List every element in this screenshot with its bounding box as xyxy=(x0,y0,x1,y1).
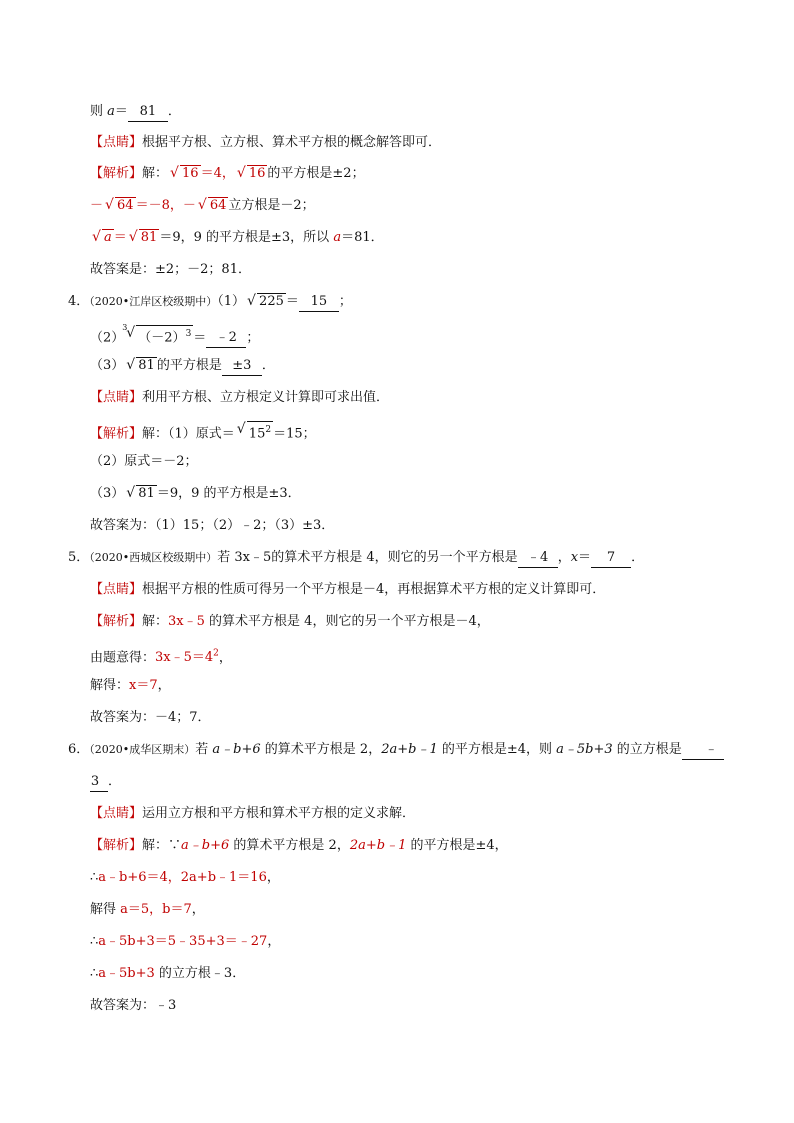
question-6 xyxy=(68,741,724,760)
text: ， xyxy=(218,650,232,666)
solution-line xyxy=(90,933,280,951)
text: 的算术平方根是 4，则它的另一个平方根是－4， xyxy=(204,614,490,629)
text: ＝－8，－ xyxy=(135,198,196,213)
text: （2） xyxy=(90,330,125,346)
hint-text: 运用立方根和平方根和算术平方根的定义求解． xyxy=(142,806,416,821)
text: ； xyxy=(246,330,260,346)
sqrt-expression: √ 81 xyxy=(126,357,155,373)
answer-blank: ﹣ xyxy=(682,741,724,760)
text: ＝15； xyxy=(273,426,316,442)
text: 的立方根是 xyxy=(612,742,682,757)
answer-blank: 15 xyxy=(299,293,339,312)
solution-line xyxy=(90,677,171,695)
question-source: （2020•江岸区校级期中） xyxy=(89,295,218,308)
answer-blank: 3 xyxy=(90,773,108,792)
solution-tag: 【解析】 xyxy=(90,166,143,181)
expression: a﹣5b+3＝5﹣35+3＝﹣27 xyxy=(98,934,268,949)
question-number: 5． xyxy=(68,550,90,565)
hint-tag: 【点睛】 xyxy=(90,390,143,405)
text: ； xyxy=(338,294,352,309)
question-number: 6． xyxy=(68,742,90,757)
question-4-part-2 xyxy=(90,325,259,348)
hint-text: 利用平方根、立方根定义计算即可求出值． xyxy=(142,390,390,405)
expression: 3x﹣5 xyxy=(168,614,205,629)
text: ＝ xyxy=(114,104,128,119)
text: ＝ xyxy=(578,550,592,565)
text: ＝81． xyxy=(341,230,384,245)
hint-line xyxy=(90,805,415,823)
hint-text: 根据平方根的性质可得另一个平方根是－4，再根据算术平方根的定义计算即可． xyxy=(142,582,606,597)
solution-tag: 【解析】 xyxy=(90,426,143,442)
text: ＝4， xyxy=(200,166,235,181)
text: 的算术平方根是 2， xyxy=(229,838,350,853)
text: 故答案为：﹣3 xyxy=(90,998,177,1013)
text: 的平方根是±2； xyxy=(267,166,365,181)
text: ． xyxy=(261,358,275,373)
text: ， xyxy=(157,678,171,693)
expression: x＝7 xyxy=(129,678,158,693)
solution-line xyxy=(90,613,490,631)
sqrt-expression: √ $15^2$ xyxy=(236,421,272,442)
expression: 2a+b﹣1 xyxy=(381,742,438,757)
text: 故答案是：±2；－2；81． xyxy=(90,262,251,277)
question-6-continued xyxy=(90,773,121,792)
text: （3） xyxy=(90,358,125,373)
expression: a﹣b+6 xyxy=(181,838,230,853)
text: － xyxy=(90,198,104,213)
expression: a﹣5b+3 xyxy=(98,966,155,981)
sqrt-expression: √ 64 xyxy=(105,197,134,213)
question-4-part-3 xyxy=(90,357,275,376)
sqrt-expression: √ 225 xyxy=(247,293,284,309)
expression: 2a+b﹣1 xyxy=(349,838,407,853)
text: （3） xyxy=(90,486,125,501)
sqrt-expression: √ 81 xyxy=(128,229,158,245)
text: ∴ xyxy=(90,966,99,981)
final-answer-line xyxy=(90,997,176,1015)
solution-line xyxy=(90,645,232,667)
text: 的平方根是±4，则 xyxy=(437,742,557,757)
solution-line xyxy=(90,965,245,983)
text: ＝9，9 的平方根是±3． xyxy=(156,486,301,501)
answer-blank: ﹣2 xyxy=(206,329,246,348)
answer-line xyxy=(90,103,181,122)
text: 故答案为：－4；7． xyxy=(90,710,211,725)
text: ． xyxy=(108,774,122,789)
solution-line xyxy=(90,197,315,215)
text: ∴ xyxy=(90,870,99,885)
final-answer-line xyxy=(90,517,334,535)
text: 由题意得： xyxy=(90,650,156,666)
text: ． xyxy=(631,550,645,565)
sqrt-expression: √ 16 xyxy=(170,165,199,181)
text: （2）原式＝－2； xyxy=(90,454,198,469)
solution-tag: 【解析】 xyxy=(90,838,143,853)
hint-tag: 【点睛】 xyxy=(90,582,143,597)
hint-tag: 【点睛】 xyxy=(90,806,143,821)
solution-line xyxy=(90,453,198,471)
text: 则 xyxy=(90,104,108,119)
text: ＝ xyxy=(285,294,299,309)
variable: x xyxy=(570,550,579,565)
sqrt-expression: √ 81 xyxy=(126,485,155,501)
variable: a xyxy=(333,230,342,245)
expression: $3x﹣5=4^2$ xyxy=(155,649,219,666)
text: 解： xyxy=(142,166,169,181)
solution-line xyxy=(90,229,384,247)
solution-line xyxy=(90,901,205,919)
sqrt-expression: √ a xyxy=(92,229,112,245)
solution-line xyxy=(90,869,280,887)
text: 的算术平方根是 2， xyxy=(260,742,382,757)
text: ＝ xyxy=(193,330,207,346)
text: 的立方根﹣3． xyxy=(154,966,246,981)
text: ∴ xyxy=(90,934,99,949)
solution-tag: 【解析】 xyxy=(90,614,143,629)
text: ， xyxy=(266,870,280,885)
text: 若 xyxy=(217,550,235,565)
variable: a xyxy=(107,104,115,119)
question-5 xyxy=(68,549,644,568)
hint-line xyxy=(90,581,605,599)
answer-blank: 81 xyxy=(128,103,168,122)
question-source: （2020•成华区期末） xyxy=(89,743,196,756)
expression: a﹣5b+3 xyxy=(556,742,613,757)
sqrt-expression: √ 64 xyxy=(197,197,227,213)
text: 解： xyxy=(142,614,169,629)
text: 的平方根是±4， xyxy=(406,838,508,853)
hint-line xyxy=(90,389,389,407)
text: ， xyxy=(557,550,571,565)
expression: a﹣b+6 xyxy=(212,742,261,757)
question-source: （2020•西城区校级期中） xyxy=(89,551,218,564)
sqrt-expression: √ 16 xyxy=(236,165,266,181)
text: ＝ xyxy=(113,230,127,245)
text: 故答案为：（1）15；（2）﹣2；（3）±3． xyxy=(90,518,335,533)
text: ． xyxy=(167,104,181,119)
hint-tag: 【点睛】 xyxy=(90,135,143,150)
expression: a﹣b+6＝4，2a+b﹣1＝16 xyxy=(98,870,267,885)
answer-blank: ±3 xyxy=(222,357,262,376)
question-number: 4． xyxy=(68,294,90,309)
cube-root-expression: 3 √ $(-2)^3$ xyxy=(122,323,192,346)
text: 若 xyxy=(195,742,213,757)
text: ， xyxy=(267,934,281,949)
text: ， xyxy=(191,902,205,917)
answer-blank: ﹣4 xyxy=(518,549,558,568)
hint-text: 根据平方根、立方根、算术平方根的概念解答即可． xyxy=(142,135,442,150)
expression: a＝5，b＝7 xyxy=(120,902,192,917)
hint-line xyxy=(90,134,441,152)
text: 解：（1）原式＝ xyxy=(142,426,235,442)
text: ＝9，9 的平方根是±3，所以 xyxy=(159,230,334,245)
solution-line xyxy=(90,165,365,183)
text: 立方根是－2； xyxy=(228,198,315,213)
question-4 xyxy=(68,293,352,312)
final-answer-line xyxy=(90,261,251,279)
expression: 3x﹣5 xyxy=(234,550,272,565)
text: 解得： xyxy=(90,678,130,693)
answer-blank: 7 xyxy=(591,549,631,568)
text: （1） xyxy=(217,294,246,309)
final-answer-line xyxy=(90,709,211,727)
solution-line xyxy=(90,485,301,503)
text: 的平方根是 xyxy=(156,358,222,373)
text: 解得 xyxy=(90,902,121,917)
solution-line xyxy=(90,837,508,855)
text: 的算术平方根是 4，则它的另一个平方根是 xyxy=(271,550,518,565)
text: 解：∵ xyxy=(142,838,182,853)
solution-line xyxy=(90,421,316,443)
